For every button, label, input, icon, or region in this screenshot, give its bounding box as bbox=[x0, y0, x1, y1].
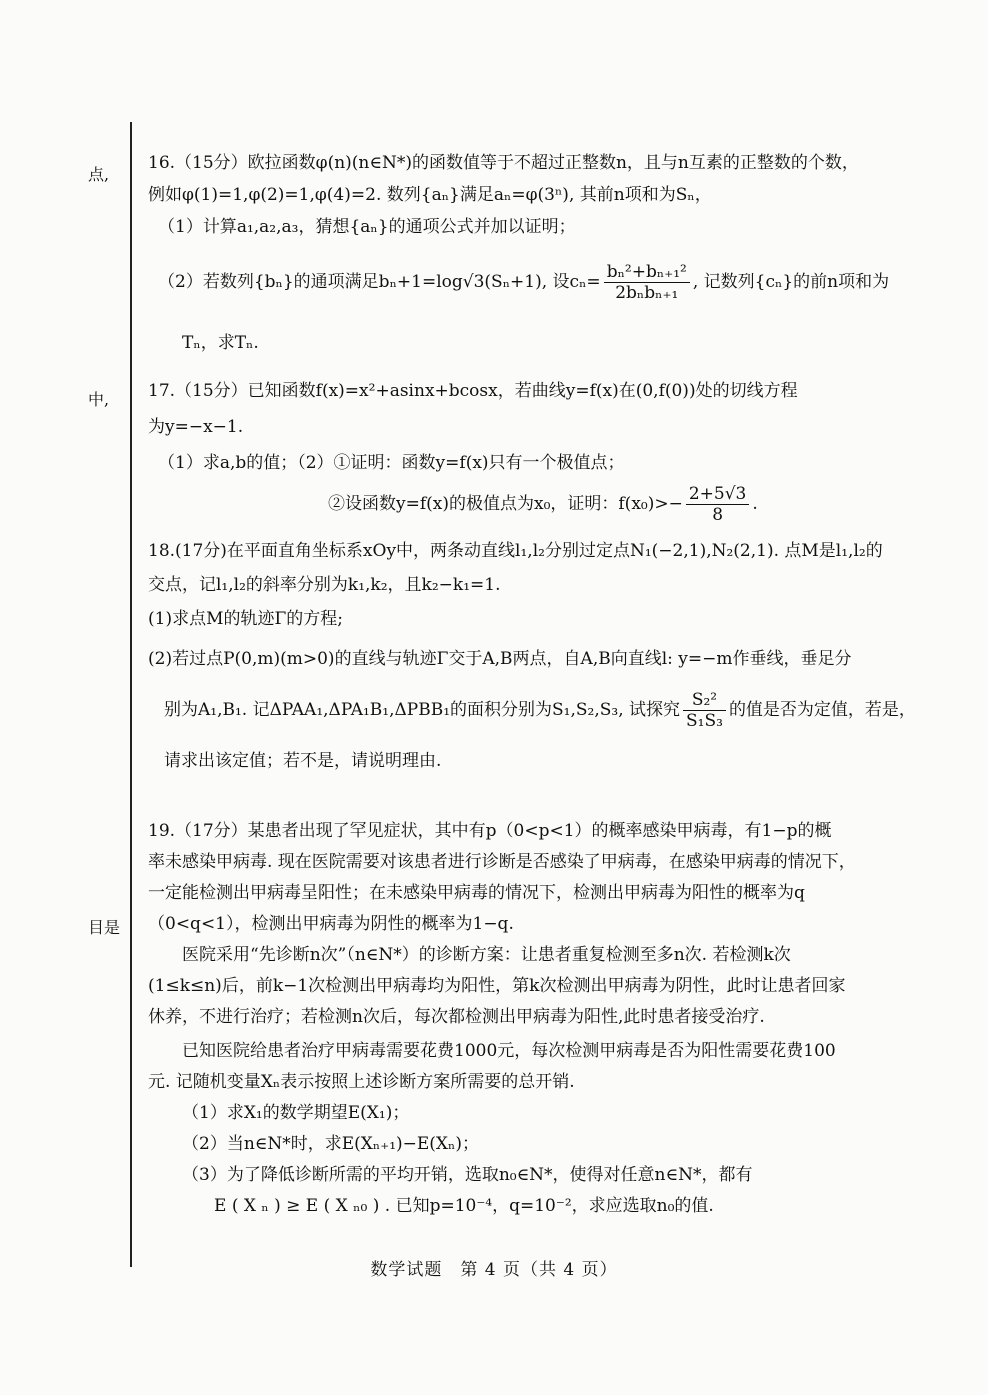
q16-line-1: 16.（15分）欧拉函数φ(n)(n∈N*)的函数值等于不超过正整数n，且与n互素的正整数的个数， bbox=[148, 153, 859, 173]
q19-line-7: 休养，不进行治疗；若检测n次后，每次都检测出甲病毒为阳性,此时患者接受治疗. bbox=[148, 1007, 765, 1027]
q18-line-6: 请求出该定值；若不是，请说明理由. bbox=[164, 751, 442, 771]
q16-line-3: （1）计算a₁,a₂,a₃，猜想{aₙ}的通项公式并加以证明； bbox=[158, 217, 576, 237]
q17-frac-den: 8 bbox=[712, 505, 724, 525]
q18-line-3: (1)求点M的轨迹Γ的方程; bbox=[148, 609, 344, 629]
q18-line-5 bbox=[164, 690, 916, 731]
q18-frac-num: S₂² bbox=[683, 690, 726, 711]
q18-line-1: 18.(17分)在平面直角坐标系xOy中，两条动直线l₁,l₂分别过定点N₁(−2,1),N₂(2,1). 点M是l₁,l₂的 bbox=[148, 541, 883, 561]
q16-line-4 bbox=[158, 262, 889, 303]
q19-line-1: 19.（17分）某患者出现了罕见症状，其中有p（0<p<1）的概率感染甲病毒，有1−p的概 bbox=[148, 821, 832, 841]
binding-margin-line bbox=[130, 122, 132, 1267]
q19-line-8: 已知医院给患者治疗甲病毒需要花费1000元，每次检测甲病毒是否为阳性需要花费100 bbox=[182, 1041, 836, 1061]
margin-mark: 目是 bbox=[88, 918, 121, 937]
q18-fraction bbox=[683, 690, 726, 731]
q16-frac-den: 2bₙbₙ₊₁ bbox=[615, 283, 679, 303]
q18-line-5-text: 别为A₁,B₁. 记ΔPAA₁,ΔPA₁B₁,ΔPBB₁的面积分别为S₁,S₂,S₃, 试探究 bbox=[164, 700, 681, 720]
margin-mark: 中, bbox=[88, 390, 110, 409]
q19-line-13: E ( X ₙ ) ≥ E ( X ₙ₀ ) . 已知p=10⁻⁴，q=10⁻²，求应选取n₀的值. bbox=[214, 1196, 714, 1216]
q19-line-6: (1≤k≤n)后，前k−1次检测出甲病毒均为阳性，第k次检测出甲病毒为阴性，此时让患者回家 bbox=[148, 976, 846, 996]
q17-line-4-text: ②设函数y=f(x)的极值点为x₀，证明：f(x₀)>− bbox=[328, 494, 683, 514]
q17-line-3: （1）求a,b的值；（2）①证明：函数y=f(x)只有一个极值点； bbox=[158, 453, 625, 473]
page-footer: 数学试题 第 4 页（共 4 页） bbox=[370, 1260, 618, 1280]
q16-line-4-text: （2）若数列{bₙ}的通项满足bₙ+1=log√3(Sₙ+1), 设cₙ= bbox=[158, 272, 601, 292]
q16-fraction bbox=[604, 262, 690, 303]
q19-line-4: （0<q<1），检测出甲病毒为阴性的概率为1−q. bbox=[148, 914, 514, 934]
q19-line-11: （2）当n∈N*时，求E(Xₙ₊₁)−E(Xₙ)； bbox=[182, 1134, 480, 1154]
q17-fraction bbox=[686, 484, 750, 525]
q18-line-4: (2)若过点P(0,m)(m>0)的直线与轨迹Γ交于A,B两点，自A,B向直线l: y=−m作垂线，垂足分 bbox=[148, 649, 852, 669]
q19-line-10: （1）求X₁的数学期望E(X₁)； bbox=[182, 1103, 410, 1123]
q19-line-3: 一定能检测出甲病毒呈阳性；在未感染甲病毒的情况下，检测出甲病毒为阳性的概率为q bbox=[148, 883, 805, 903]
q17-line-4 bbox=[328, 484, 758, 525]
q16-line-4-tail: , 记数列{cₙ}的前n项和为 bbox=[692, 272, 890, 292]
q17-line-2: 为y=−x−1. bbox=[148, 417, 244, 437]
q17-line-1: 17.（15分）已知函数f(x)=x²+asinx+bcosx，若曲线y=f(x)在(0,f(0))处的切线方程 bbox=[148, 381, 798, 401]
q17-line-4-tail: . bbox=[752, 494, 758, 514]
q16-frac-num: bₙ²+bₙ₊₁² bbox=[604, 262, 690, 283]
q18-frac-den: S₁S₃ bbox=[686, 711, 723, 731]
q19-line-2: 率未感染甲病毒. 现在医院需要对该患者进行诊断是否感染了甲病毒，在感染甲病毒的情况下， bbox=[148, 852, 856, 872]
q16-line-2: 例如φ(1)=1,φ(2)=1,φ(4)=2. 数列{aₙ}满足aₙ=φ(3ⁿ), 其前n项和为Sₙ， bbox=[148, 185, 712, 205]
q16-line-5: Tₙ，求Tₙ. bbox=[182, 333, 259, 353]
q17-frac-num: 2+5√3 bbox=[686, 484, 750, 505]
q19-line-9: 元. 记随机变量Xₙ表示按照上述诊断方案所需要的总开销. bbox=[148, 1072, 575, 1092]
q18-line-5-tail: 的值是否为定值，若是， bbox=[728, 700, 916, 720]
margin-mark: 点, bbox=[88, 165, 110, 184]
q19-line-12: （3）为了降低诊断所需的平均开销，选取n₀∈N*，使得对任意n∈N*，都有 bbox=[182, 1165, 753, 1185]
q18-line-2: 交点，记l₁,l₂的斜率分别为k₁,k₂，且k₂−k₁=1. bbox=[148, 575, 501, 595]
q19-line-5: 医院采用“先诊断n次”（n∈N*）的诊断方案：让患者重复检测至多n次. 若检测k次 bbox=[182, 945, 791, 965]
